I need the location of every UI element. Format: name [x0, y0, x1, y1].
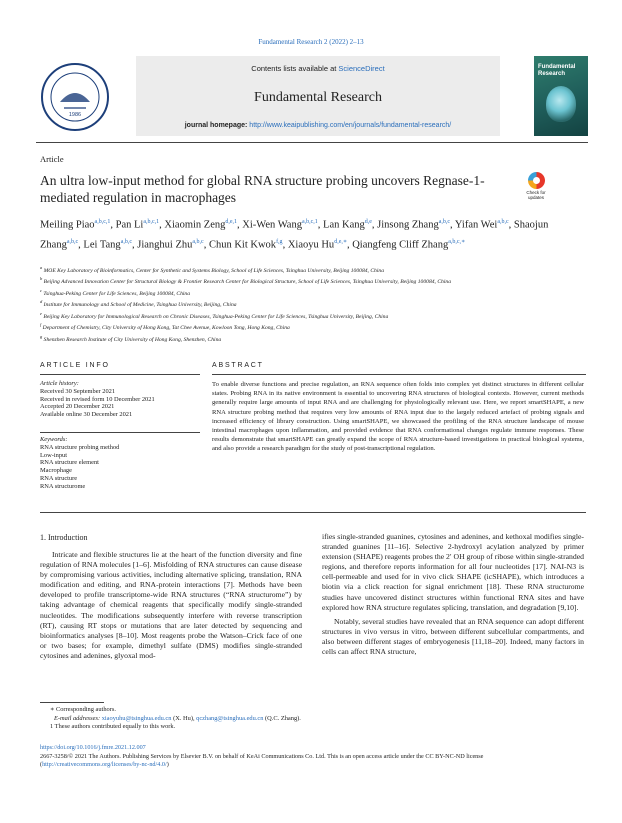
publication-info — [40, 744, 585, 770]
history-item: Available online 30 December 2021 — [40, 411, 133, 419]
copyright-line: 2667-3258/© 2021 The Authors. Publishing Services by Elsevier B.V. on behalf of KeAi Communications Co. Ltd. This is an open access article under the CC BY-NC-ND license (http://creativecommons.org/licenses/by-nc-nd/4.0/) — [40, 752, 484, 769]
email-link-zhang[interactable]: qczhang@tsinghua.edu.cn — [196, 714, 264, 722]
article-type: Article — [40, 154, 64, 164]
article-info-rule — [40, 374, 200, 375]
homepage-link[interactable]: http://www.keaipublishing.com/en/journals/fundamental-research/ — [249, 122, 452, 129]
keyword-item: RNA structurome — [40, 482, 86, 490]
author-name[interactable]: Chun Kit Kwok — [208, 239, 277, 250]
cover-art — [546, 86, 576, 122]
journal-reference[interactable]: Fundamental Research 2 (2022) 2–13 — [258, 38, 364, 46]
author-affiliation-marker[interactable]: a,b,c — [497, 219, 509, 225]
author-name[interactable]: Lei Tang — [83, 239, 121, 250]
author-affiliation-marker[interactable]: f,g — [276, 238, 283, 245]
author-affiliation-marker[interactable]: d,e,∗ — [334, 238, 347, 245]
intro-paragraph: ifies single-stranded guanines, cytosines and adenines, and kethoxal modifies single-stranded guanines [11–16]. Selective 2-hydroxyl acylation analyzed by primer extension (SHAPE) reagents probes the 2′ OH group of ribose within single-stranded regions, and therefore reports information for all four nucleotides [17]. NAI-N3 is cell-permeable and used for in vivo click SHAPE (icSHAPE), which introduces a biotin via a click reaction for signal enrichment [18]. These RNA structurome studies have uncovered distinct structures within functional RNA sites and have explored how RNA structure regulates splicing, translation, and degradation [9,10]. — [322, 532, 584, 612]
keyword-item: RNA structure element — [40, 459, 99, 467]
abstract-bottom-rule — [40, 512, 586, 513]
logo-year: 1986 — [68, 112, 82, 118]
author-name[interactable]: Xiaoyu Hu — [287, 239, 335, 250]
author-name[interactable]: Meiling Piao — [40, 219, 95, 231]
intro-paragraph: Intricate and flexible structures lie at the heart of the function diversity and fine regulation of RNA molecules [1–6]. Misfolding of RNA structures can cause disease by compromising various activities, including alternative splicing, translation, RNA modification and editing, and RNA-protein interactions [7]. Methods have been developed to profile transcriptome-wide RNA structures (“RNA structurome”) by taking advantage of chemical reagents that specifically modify single-stranded nucleotides. The modifications subsequently interfere with reverse transcription (RT), causing RT stops or mutations that are later detected by sequencing and bioinformatics analyses [8–10]. Most reagents probe the Watson–Crick face of one or two bases; for example, dimethyl sulfate (DMS) modifies single-stranded cytosines and adenines, glyoxal mod- — [40, 550, 302, 660]
abstract-text: To enable diverse functions and precise regulation, an RNA sequence often folds into complex yet distinct structures in different cellular states. Probing RNA in its native environment is essential to uncovering RNA structures of biological contexts. However, current methods generally require large amounts of input RNA and are challenging for physiologically relevant use. Here, we report smartSHAPE, a new RNA structure probing method that requires very low amounts of RNA input due to the largely reduced artefact of probing signals and increased efficiency of library construction. Using smartSHAPE, we showcased the profiling of the RNA structure landscape of mouse intestinal macrophages upon inflammation, and provided evidence that RNA conformational changes regulate immune responses. These results demonstrate that smartSHAPE can greatly expand the scope of RNA structure-based investigations in practical biological systems, and also provide a research paradigm for the study of post-transcriptional regulation. — [212, 381, 584, 453]
journal-banner — [136, 56, 500, 136]
email-line: E-mail addresses: xiaoyuhu@tsinghua.edu.cn (X. Hu), qczhang@tsinghua.edu.cn (Q.C. Zhang). — [54, 714, 301, 722]
history-item: Accepted 20 December 2021 — [40, 403, 115, 411]
journal-cover-image: Fundamental Research — [534, 56, 588, 136]
author-affiliation-marker[interactable]: d,e — [364, 219, 372, 225]
crossmark-icon — [528, 172, 545, 189]
author-affiliation-marker[interactable]: a,b,c,1 — [94, 219, 111, 225]
author-name[interactable]: Qiangfeng Cliff Zhang — [352, 239, 449, 250]
intro-left-column — [40, 550, 302, 665]
keywords: Keywords: RNA structure probing method Low-input RNA structure element Macrophage RNA structure RNA structurome — [40, 436, 200, 491]
author-affiliation-marker[interactable]: a,b,c — [438, 219, 451, 225]
keyword-item: RNA structure probing method — [40, 443, 120, 451]
author-name[interactable]: Xiaomin Zeng — [164, 219, 226, 231]
author-name[interactable]: Jianghui Zhu — [137, 239, 193, 250]
introduction-heading: 1. Introduction — [40, 533, 88, 542]
affiliation-item: $^b$ Beijing Advanced Innovation Center for Structural Biology & Frontier Research Center for Biological Structure, School of Life Sciences, Tsinghua University, Beijing 100084, China — [40, 276, 452, 286]
author-affiliation-marker[interactable]: a,b,c,∗ — [448, 238, 466, 245]
affiliation-item: $^c$ Tsinghua-Peking Center for Life Sciences, Beijing 100084, China — [40, 287, 191, 297]
keyword-item: RNA structure — [40, 474, 78, 482]
author-affiliation-marker[interactable]: d,e,1 — [225, 219, 238, 225]
article-title: An ultra low-input method for global RNA structure probing uncovers Regnase-1-mediated regulation in macrophages — [40, 173, 485, 205]
article-info-heading: ARTICLE INFO — [40, 362, 110, 369]
author-name[interactable]: Xi-Wen Wang — [242, 219, 302, 231]
abstract-rule — [212, 374, 586, 375]
author-affiliation-marker[interactable]: a,b,c — [66, 238, 79, 245]
author-name[interactable]: Yifan Wei — [454, 219, 498, 231]
contents-line: Contents lists available at ScienceDirect — [251, 64, 385, 73]
affiliation-list — [40, 264, 560, 344]
author-list: Meiling Piao$^{a,b,c,1}$, Pan Li$^{a,b,c,1}$, Xiaomin Zeng$^{d,e,1}$, Xi-Wen Wang$^{a,b,c,1}$, Lan Kang$^{d,e}$, Jinsong Zhang$^{a,b,c}$, Yifan Wei$^{a,b,c}$, Shaojun Zhang$^{a,b,c}$, Lei Tang$^{a,b,c}$, Jianghui Zhu$^{a,b,c}$, Chun Kit Kwok$^{f,g}$, Xiaoyu $Hu^{d,e,∗}$, Qiangfeng Cliff Zhang$^{a,b,c,∗}$ — [40, 219, 549, 250]
affiliation-item: $^g$ Shenzhen Research Institute of City University of Hong Kong, Shenzhen, China — [40, 333, 222, 343]
author-name[interactable]: Lan Kang — [323, 219, 365, 231]
author-name[interactable]: Shaojun Zhang — [40, 219, 549, 250]
author-name[interactable]: Jinsong Zhang — [377, 219, 439, 231]
info-divider — [40, 432, 200, 433]
email-link-hu[interactable]: xiaoyuhu@tsinghua.edu.cn — [101, 714, 172, 722]
intro-right-column — [322, 532, 584, 661]
corresponding-note: ∗ Corresponding authors. — [50, 706, 116, 713]
masthead — [36, 56, 588, 136]
author-affiliation-marker[interactable]: a,b,c — [120, 238, 133, 245]
affiliation-item: $^d$ Institute for Immunology and School of Medicine, Tsinghua University, Beijing, China — [40, 299, 237, 309]
doi-link[interactable]: https://doi.org/10.1016/j.fmre.2021.12.007 — [40, 744, 146, 751]
affiliation-item: $^a$ MOE Key Laboratory of Bioinformatics, Center for Synthetic and Systems Biology, School of Life Sciences, Tsinghua University, Beijing 100084, China — [40, 265, 385, 274]
equal-contribution-note: 1 These authors contributed equally to this work. — [50, 723, 176, 731]
footnote-rule — [40, 702, 104, 703]
homepage-line: journal homepage: http://www.keaipublishing.com/en/journals/fundamental-research/ — [184, 122, 452, 129]
check-for-updates-button[interactable]: Check for updates — [522, 172, 550, 204]
author-affiliation-marker[interactable]: a,b,c — [192, 238, 204, 245]
keyword-item: Low-input — [40, 451, 67, 459]
keyword-item: Macrophage — [40, 467, 72, 475]
affiliation-item: $^e$ Beijing Key Laboratory for Immunological Research on Chronic Diseases, Tsinghua-Peking Center for Life Sciences, Tsinghua University, Beijing, China — [40, 310, 389, 320]
author-affiliation-marker[interactable]: a,b,c,1 — [301, 219, 318, 225]
author-name[interactable]: Pan Li — [115, 219, 144, 231]
journal-title: Fundamental Research — [254, 90, 382, 105]
history-item: Received in revised form 10 December 2021 — [40, 395, 155, 403]
society-seal-logo — [36, 56, 116, 136]
intro-paragraph: Notably, several studies have revealed that an RNA sequence can adopt different structures in vivo versus in vitro, between different subcellular compartments, and also between different stages of embryogenesis [11,18–20]. Indeed, many factors in cells can affect RNA structure, — [322, 616, 584, 657]
history-item: Received 30 September 2021 — [40, 387, 116, 395]
affiliation-item: $^f$ Department of Chemistry, City University of Hong Kong, Tat Chee Avenue, Kowloon Tong, Hong Kong, China — [40, 322, 290, 332]
license-link[interactable]: http://creativecommons.org/licenses/by-nc-nd/4.0/ — [42, 761, 167, 769]
footnotes — [40, 706, 580, 732]
author-affiliation-marker[interactable]: a,b,c,1 — [143, 219, 160, 225]
article-history: Article history: Received 30 September 2021 Received in revised form 10 December 2021 Accepted 20 December 2021 Available online 30 December 2021 — [40, 380, 200, 419]
sciencedirect-link[interactable]: ScienceDirect — [338, 64, 385, 73]
header-divider — [36, 142, 588, 143]
abstract-heading: ABSTRACT — [212, 362, 264, 369]
